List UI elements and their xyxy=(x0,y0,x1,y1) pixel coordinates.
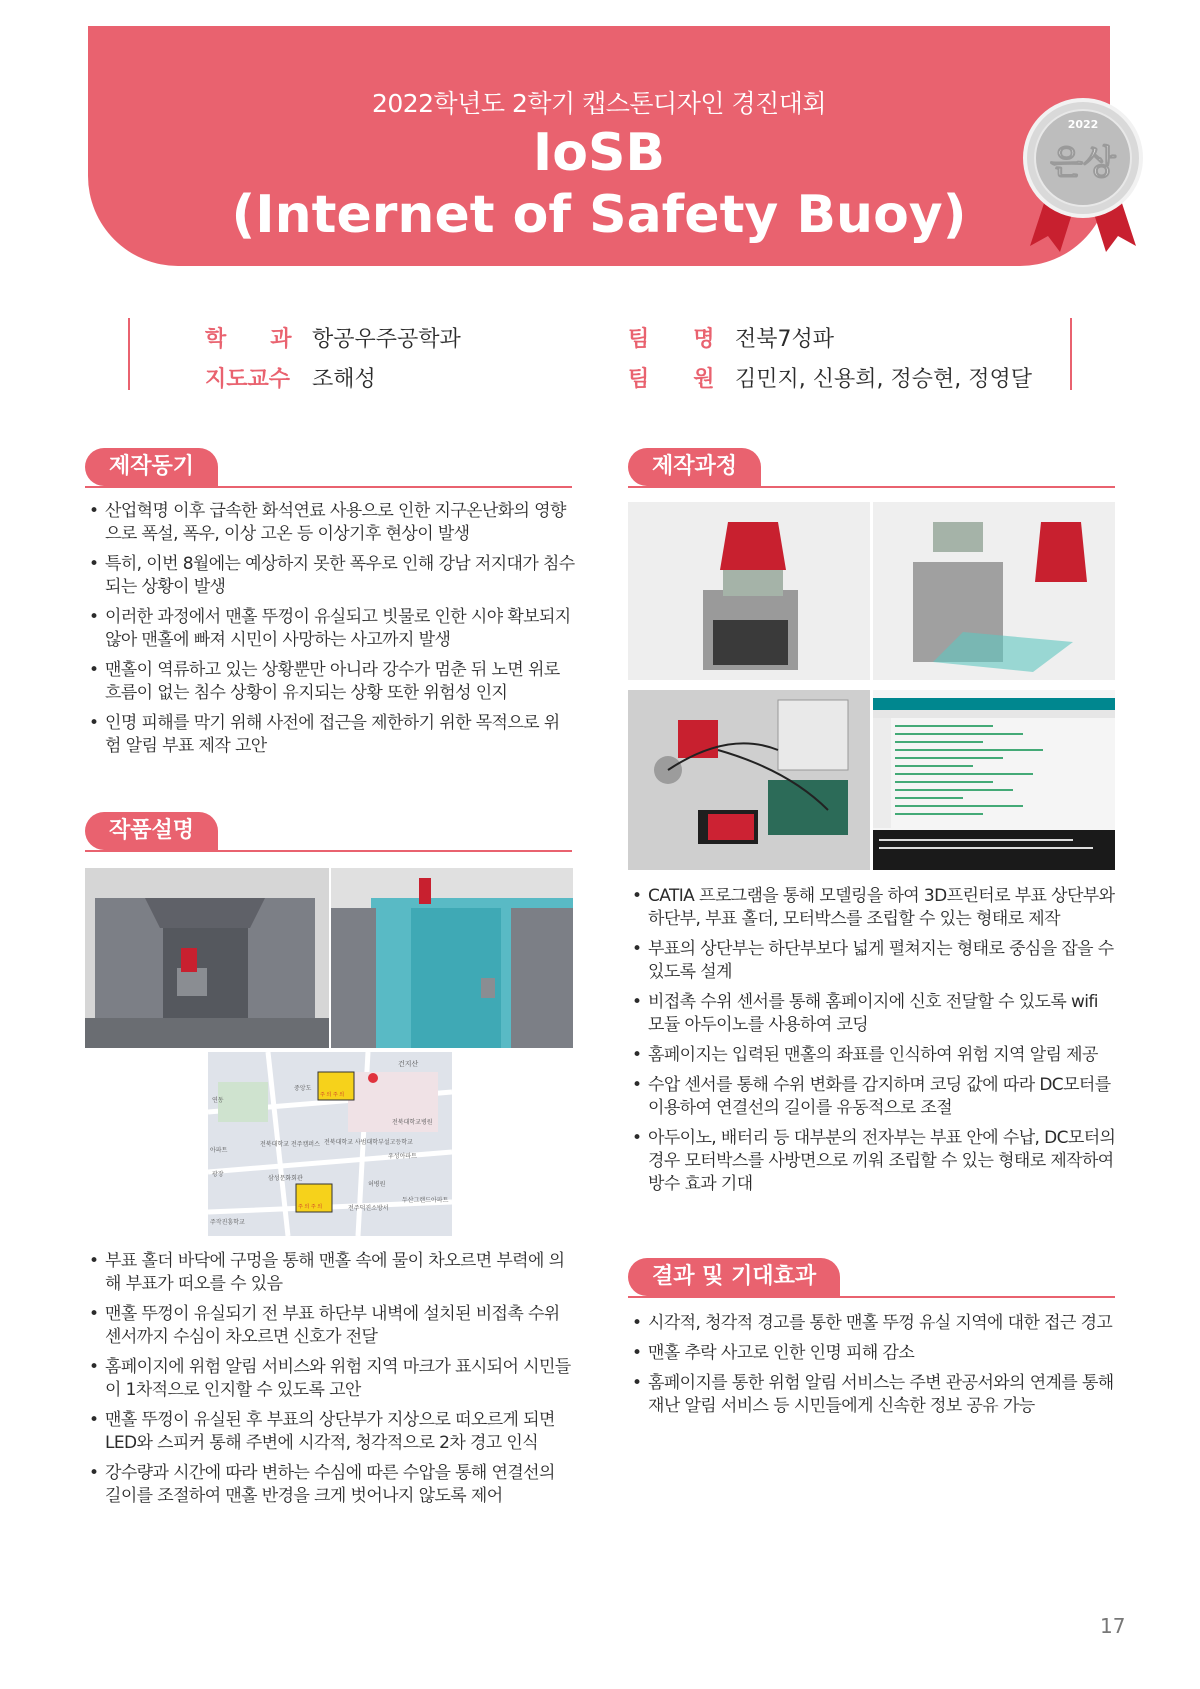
medal-year: 2022 xyxy=(1067,118,1099,131)
members-label: 팀 원 xyxy=(628,367,715,392)
buoy-exploded-render-image xyxy=(873,502,1115,680)
advisor-label: 지도교수 xyxy=(205,367,291,392)
section-line xyxy=(628,486,1115,488)
results-list xyxy=(628,1312,1118,1425)
project-title-line1: IoSB xyxy=(532,123,666,183)
arduino-ide-screenshot xyxy=(873,690,1115,870)
list-item: • 비접촉 수위 센서를 통해 홈페이지에 신호 전달할 수 있도록 wifi 모듈 아두이노를 사용하여 코딩 xyxy=(628,991,1118,1037)
buoy-cad-render-image xyxy=(628,502,870,680)
list-item: • 홈페이지는 입력된 맨홀의 좌표를 인식하여 위험 지역 알림 제공 xyxy=(628,1044,1118,1067)
list-item: • 아두이노, 배터리 등 대부분의 전자부는 부표 안에 수납, DC모터의 경우 모터박스를 사방면으로 끼워 조립할 수 있는 형태로 제작하여 방수 효과 기대 xyxy=(628,1127,1118,1196)
info-advisor xyxy=(205,362,376,393)
arduino-circuit-photo xyxy=(628,690,870,870)
title-banner xyxy=(88,26,1116,266)
map-label: 전북대학교 전주캠퍼스 xyxy=(260,1141,320,1148)
project-title-line2: (Internet of Safety Buoy) xyxy=(231,185,967,245)
list-item: • 인명 피해를 막기 위해 사전에 접근을 제한하기 위한 목적으로 위험 알림 부표 제작 고안 xyxy=(85,712,575,758)
map-label: 삼성문화회관 xyxy=(268,1175,303,1182)
map-warning-label: 주 의 주 의 xyxy=(320,1092,345,1098)
list-item: • 맨홀이 역류하고 있는 상황뿐만 아니라 강수가 멈춘 뒤 노면 위로 흐름이 없는 침수 상황이 유지되는 상황 또한 위험성 인지 xyxy=(85,659,575,705)
map-label: 연동 xyxy=(212,1097,224,1104)
team-value: 전북7성파 xyxy=(735,327,835,352)
map-label: 허병원 xyxy=(368,1181,386,1188)
list-item: • 시각적, 청각적 경고를 통한 맨홀 뚜껑 유실 지역에 대한 접근 경고 xyxy=(628,1312,1118,1335)
info-team xyxy=(628,322,834,353)
members-value: 김민지, 신용희, 정승현, 정영달 xyxy=(735,367,1032,392)
section-line xyxy=(85,486,572,488)
page-number: 17 xyxy=(1100,1614,1126,1638)
section-heading-process: 제작과정 xyxy=(628,448,761,486)
list-item: • 홈페이지에 위험 알림 서비스와 위험 지역 마크가 표시되어 시민들이 1차적으로 인지할 수 있도록 고안 xyxy=(85,1356,575,1402)
section-heading-motivation: 제작동기 xyxy=(85,448,218,486)
map-label: 주작진흥학교 xyxy=(210,1219,245,1226)
map-warning-label: 주 의 주 의 xyxy=(298,1204,323,1210)
section-line xyxy=(628,1296,1115,1298)
map-label: 건지산 xyxy=(398,1060,419,1068)
map-label: 두산그랜드아파트 xyxy=(402,1197,449,1204)
list-item: • CATIA 프로그램을 통해 모델링을 하여 3D프린터로 부표 상단부와 하단부, 부표 홀더, 모터박스를 조립할 수 있는 형태로 제작 xyxy=(628,885,1118,931)
process-list xyxy=(628,885,1118,1203)
list-item: • 수압 센서를 통해 수위 변화를 감지하며 코딩 값에 따라 DC모터를 이용하여 연결선의 길이를 유동적으로 조절 xyxy=(628,1074,1118,1120)
map-label: 광장 xyxy=(212,1171,224,1178)
list-item: • 맨홀 뚜껑이 유실된 후 부표의 상단부가 지상으로 떠오르게 되면 LED와 스피커 통해 주변에 시각적, 청각적으로 2차 경고 인식 xyxy=(85,1409,575,1455)
team-label: 팀 명 xyxy=(628,327,715,352)
danger-area-map-image xyxy=(208,1052,452,1236)
dept-value: 항공우주공학과 xyxy=(312,327,461,352)
map-label: 우성아파트 xyxy=(388,1153,417,1160)
list-item: • 부표의 상단부는 하단부보다 넓게 펼쳐지는 형태로 중심을 잡을 수 있도록 설계 xyxy=(628,938,1118,984)
flooded-manhole-render-image xyxy=(331,868,573,1048)
map-label: 아파트 xyxy=(210,1147,228,1154)
list-item: • 맨홀 뚜껑이 유실되기 전 부표 하단부 내벽에 설치된 비접촉 수위센서까지 수심이 차오르면 신호가 전달 xyxy=(85,1303,575,1349)
medal-text: 은상 xyxy=(1050,143,1116,183)
info-dept xyxy=(205,322,461,353)
section-heading-description: 작품설명 xyxy=(85,812,218,850)
project-title xyxy=(88,122,1110,246)
map-label: 전북대학교 사범대학부설고등학교 xyxy=(324,1139,413,1146)
list-item: • 특히, 이번 8월에는 예상하지 못한 폭우로 인해 강남 저지대가 침수되는 상황이 발생 xyxy=(85,553,575,599)
competition-subtitle: 2022학년도 2학기 캡스톤디자인 경진대회 xyxy=(371,89,827,118)
info-right-bar xyxy=(1070,318,1072,390)
list-item: • 산업혁명 이후 급속한 화석연료 사용으로 인한 지구온난화의 영향으로 폭설, 폭우, 이상 고온 등 이상기후 현상이 발생 xyxy=(85,500,575,546)
section-heading-results: 결과 및 기대효과 xyxy=(628,1258,840,1296)
map-label: 전북대학교병원 xyxy=(392,1119,433,1126)
map-label: 전주덕진소방서 xyxy=(348,1205,389,1212)
motivation-list xyxy=(85,500,575,765)
info-members xyxy=(628,362,1032,393)
list-item: • 부표 홀더 바닥에 구멍을 통해 맨홀 속에 물이 차오르면 부력에 의해 부표가 떠오를 수 있음 xyxy=(85,1250,575,1296)
info-left-bar xyxy=(128,318,130,390)
map-label: 중앙도 xyxy=(294,1085,312,1092)
manhole-render-image xyxy=(85,868,329,1048)
list-item: • 맨홀 추락 사고로 인한 인명 피해 감소 xyxy=(628,1342,1118,1365)
description-list xyxy=(85,1250,575,1515)
advisor-value: 조해성 xyxy=(312,367,376,392)
dept-label: 학 과 xyxy=(205,327,292,352)
section-line xyxy=(85,850,572,852)
list-item: • 이러한 과정에서 맨홀 뚜껑이 유실되고 빗물로 인한 시야 확보되지 않아 맨홀에 빠져 시민이 사망하는 사고까지 발생 xyxy=(85,606,575,652)
list-item: • 강수량과 시간에 따라 변하는 수심에 따른 수압을 통해 연결선의 길이를 조절하여 맨홀 반경을 크게 벗어나지 않도록 제어 xyxy=(85,1462,575,1508)
list-item: • 홈페이지를 통한 위험 알림 서비스는 주변 관공서와의 연계를 통해 재난 알림 서비스 등 시민들에게 신속한 정보 공유 가능 xyxy=(628,1372,1118,1418)
silver-medal-icon xyxy=(1018,96,1148,256)
